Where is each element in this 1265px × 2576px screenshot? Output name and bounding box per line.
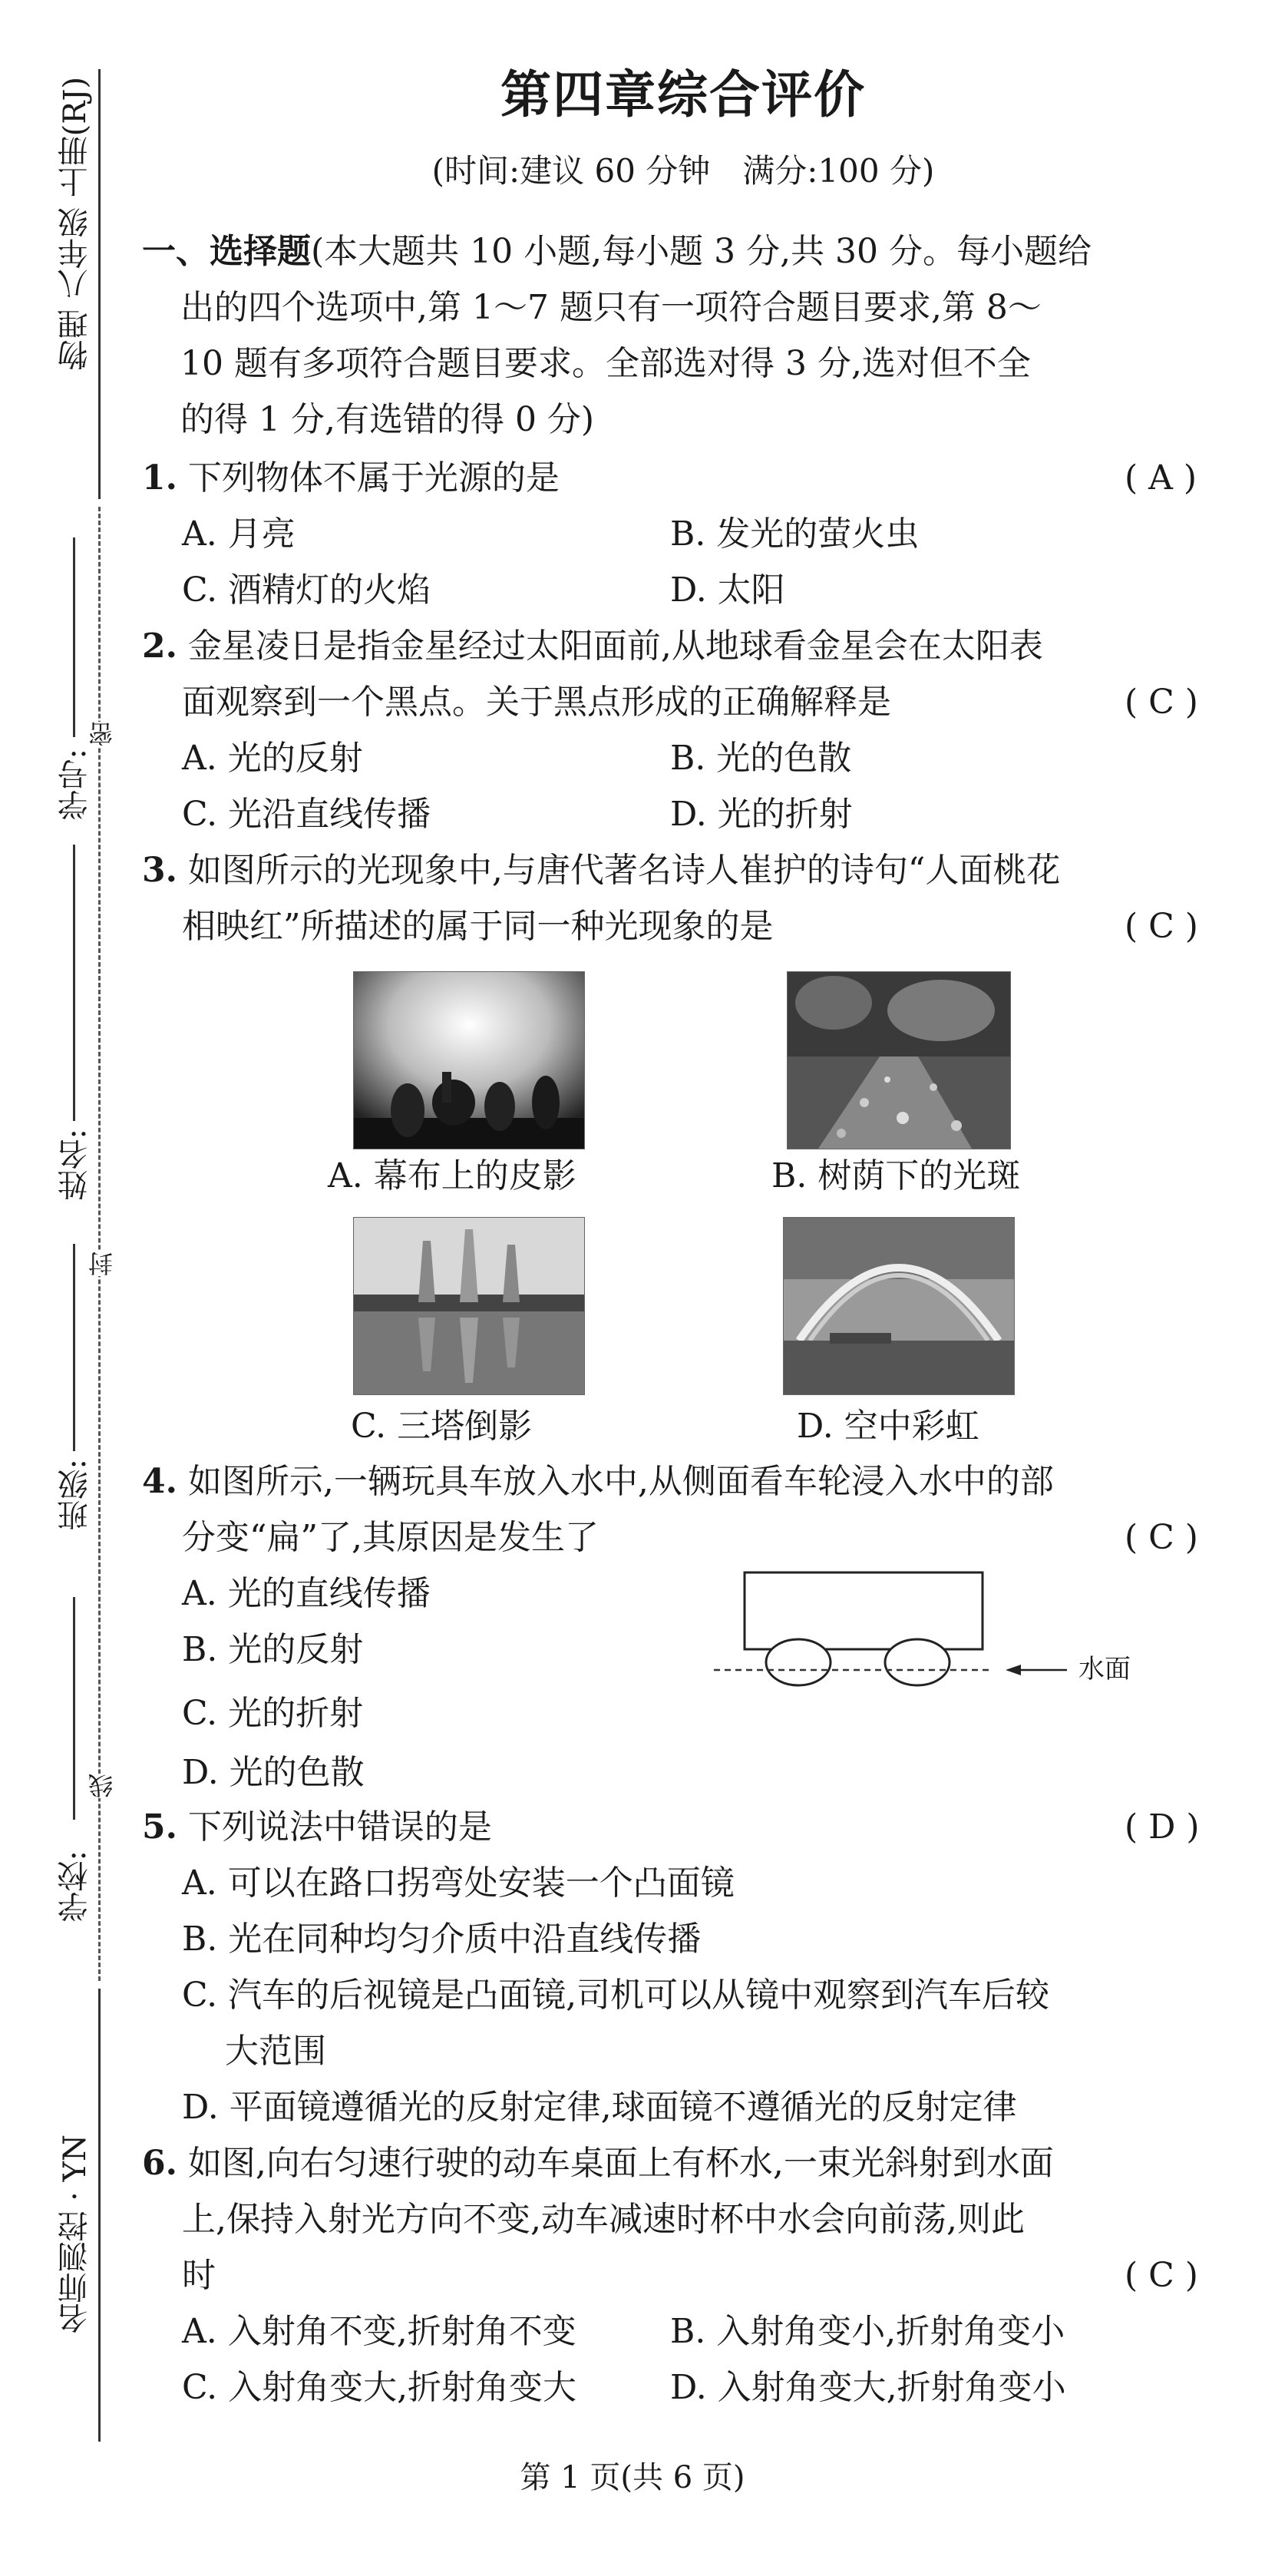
option-1b: B. 发光的萤火虫 [670, 514, 920, 554]
question-number: 1. [142, 458, 177, 498]
school-blank [73, 1597, 75, 1820]
seal-mark-feng: 封 [88, 1252, 117, 1276]
page-title: 第四章综合评价 [500, 64, 866, 124]
option-1c: C. 酒精灯的火焰 [182, 570, 431, 610]
answer-5: ( D ) [1125, 1807, 1200, 1847]
seal-mark-xian: 线 [88, 1774, 117, 1798]
section-heading: 一、选择题 [142, 232, 311, 271]
page-subtitle: (时间:建议 60 分钟 满分:100 分) [431, 152, 935, 190]
option-2c: C. 光沿直线传播 [182, 795, 431, 834]
page-number: 第 1 页(共 6 页) [520, 2460, 745, 2495]
name-label: 姓名: [58, 1129, 93, 1201]
option-5b: B. 光在同种均匀介质中沿直线传播 [182, 1920, 702, 1959]
student-id-label: 学号: [58, 749, 93, 821]
question-stem: 金星凌日是指金星经过太阳面前,从地球看金星会在太阳表 [187, 627, 1043, 666]
question-5 [142, 1806, 492, 1849]
sidebar-rule-top [98, 69, 101, 499]
option-5c-continued: 大范围 [225, 2032, 326, 2071]
question-4 [142, 1460, 1054, 1503]
question-3 [142, 849, 1060, 892]
option-1a: A. 月亮 [182, 514, 296, 554]
option-4d: D. 光的色散 [182, 1753, 365, 1792]
shadow-puppet-photo [353, 971, 585, 1149]
option-5c: C. 汽车的后视镜是凸面镜,司机可以从镜中观察到汽车后较 [182, 1976, 1050, 2015]
image-caption-a: A. 幕布上的皮影 [328, 1156, 576, 1195]
question-2-line-2: 面观察到一个黑点。关于黑点形成的正确解释是 [182, 683, 891, 722]
answer-2: ( C ) [1125, 683, 1198, 722]
option-6c: C. 入射角变大,折射角变大 [182, 2368, 577, 2407]
sidebar-rule-bottom [98, 1989, 101, 2442]
question-6 [142, 2142, 1054, 2185]
rainbow-photo [783, 1217, 1015, 1395]
option-6d: D. 入射角变大,折射角变小 [670, 2368, 1066, 2407]
option-6a: A. 入射角不变,折射角不变 [182, 2312, 576, 2351]
option-4c: C. 光的折射 [182, 1694, 364, 1733]
option-5a: A. 可以在路口拐弯处安装一个凸面镜 [182, 1863, 735, 1903]
question-stem: 如图所示的光现象中,与唐代著名诗人崔护的诗句“人面桃花 [187, 851, 1061, 890]
water-surface-label: 水面 [1078, 1654, 1131, 1685]
class-label: 班级: [58, 1459, 93, 1531]
question-stem: 如图所示,一辆玩具车放入水中,从侧面看车轮浸入水中的部 [187, 1462, 1054, 1501]
three-pagodas-photo [353, 1217, 585, 1395]
section-intro-line-4: 的得 1 分,有选错的得 0 分) [180, 400, 595, 439]
option-4a: A. 光的直线传播 [182, 1574, 431, 1613]
seal-mark-mi: 密 [88, 722, 117, 746]
answer-6: ( C ) [1125, 2256, 1198, 2295]
option-6b: B. 入射角变小,折射角变小 [670, 2312, 1065, 2351]
section-intro-line-2: 出的四个选项中,第 1～7 题只有一项符合题目要求,第 8～ [180, 288, 1042, 327]
question-4-line-2: 分变“扁”了,其原因是发生了 [182, 1518, 599, 1557]
question-number: 6. [142, 2144, 177, 2183]
name-blank [73, 845, 75, 1121]
answer-4: ( C ) [1125, 1518, 1198, 1557]
section-intro-line-3: 10 题有多项符合题目要求。全部选对得 3 分,选对但不全 [180, 344, 1031, 383]
option-1d: D. 太阳 [670, 570, 785, 610]
answer-1: ( A ) [1125, 458, 1197, 498]
book-info: 物理 八年级 上册(RJ) [58, 77, 93, 371]
question-6-line-2: 上,保持入射光方向不变,动车减速时杯中水会向前荡,则此 [182, 2200, 1025, 2239]
toy-car-diagram [714, 1566, 1067, 1689]
option-2a: A. 光的反射 [182, 739, 363, 778]
question-number: 5. [142, 1807, 177, 1847]
option-2b: B. 光的色散 [670, 739, 852, 778]
image-caption-c: C. 三塔倒影 [351, 1407, 533, 1446]
section-intro-line-1 [142, 230, 1092, 273]
section-intro-text-1: (本大题共 10 小题,每小题 3 分,共 30 分。每小题给 [311, 232, 1092, 271]
question-stem: 下列说法中错误的是 [187, 1807, 492, 1847]
option-2d: D. 光的折射 [670, 795, 853, 834]
student-id-blank [73, 537, 75, 737]
brand-label: 名师测控 · YN [58, 2135, 93, 2334]
image-caption-d: D. 空中彩虹 [797, 1407, 979, 1446]
school-label: 学校: [58, 1850, 93, 1923]
class-blank [73, 1244, 75, 1451]
question-number: 2. [142, 627, 177, 666]
option-5d: D. 平面镜遵循光的反射定律,球面镜不遵循光的反射定律 [182, 2088, 1017, 2127]
question-1 [142, 457, 560, 500]
question-stem: 下列物体不属于光源的是 [187, 458, 560, 498]
question-6-line-3: 时 [182, 2256, 216, 2295]
binding-sidebar [0, 0, 115, 2576]
question-2 [142, 625, 1043, 668]
question-number: 4. [142, 1462, 177, 1501]
question-stem: 如图,向右匀速行驶的动车桌面上有杯水,一束光斜射到水面 [187, 2144, 1054, 2183]
question-3-line-2: 相映红”所描述的属于同一种光现象的是 [182, 907, 774, 946]
question-number: 3. [142, 851, 177, 890]
tree-shade-photo [787, 971, 1011, 1149]
image-caption-b: B. 树荫下的光斑 [771, 1156, 1021, 1195]
option-4b: B. 光的反射 [182, 1630, 364, 1669]
answer-3: ( C ) [1125, 907, 1198, 946]
